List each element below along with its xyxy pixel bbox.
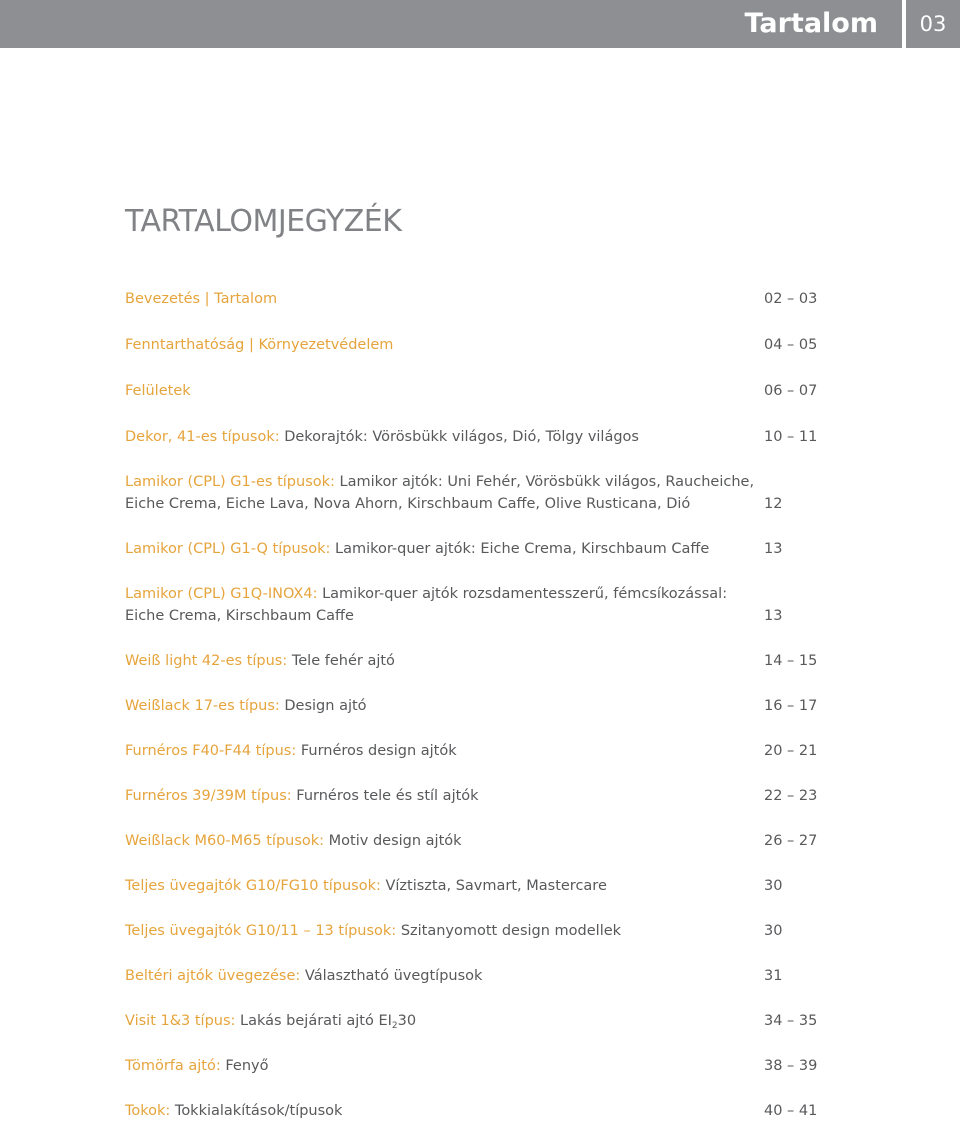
toc-entry <box>125 740 825 762</box>
section-title: Tartalom <box>744 8 878 39</box>
toc-entry-description-continued: Eiche Crema, Eiche Lava, Nova Ahorn, Kirschbaum Caffe, Olive Rusticana, Dió <box>125 496 691 512</box>
toc-entry-pages: 16 – 17 <box>764 698 818 714</box>
toc-entry <box>125 650 825 672</box>
toc-entry-pages: 30 <box>764 878 783 894</box>
toc-entry <box>125 1055 825 1077</box>
toc-entry-description: Szitanyomott design modellek <box>400 923 622 939</box>
toc-entry-title: Teljes üvegajtók G10/11 – 13 típusok: <box>125 923 397 939</box>
toc-entry-description: Lamikor-quer ajtók rozsdamentesszerű, fémcsíkozással: <box>322 586 728 602</box>
toc-entry <box>125 334 825 356</box>
toc-entry-description: Választható üvegtípusok <box>304 968 483 984</box>
toc-entry-title: Felületek <box>125 383 191 399</box>
toc-entry-description: Design ajtó <box>284 698 367 714</box>
toc-entry-pages: 13 <box>764 541 783 557</box>
toc-entry-pages: 34 – 35 <box>764 1013 818 1029</box>
toc-entry-title: Visit 1&3 típus: <box>125 1013 236 1029</box>
toc-entry-pages: 30 <box>764 923 783 939</box>
toc-entry-pages: 02 – 03 <box>764 291 818 307</box>
toc-entry-title: Tömörfa ajtó: <box>125 1058 221 1074</box>
toc-entry <box>125 583 825 627</box>
toc-entry-title: Weißlack M60-M65 típusok: <box>125 833 325 849</box>
toc-entry <box>125 920 825 942</box>
toc-entry-title: Furnéros 39/39M típus: <box>125 788 292 804</box>
subscript: 2 <box>391 1021 398 1031</box>
toc-entry-pages: 14 – 15 <box>764 653 818 669</box>
toc-entry-description: Furnéros tele és stíl ajtók <box>296 788 479 804</box>
toc-entry <box>125 288 825 310</box>
toc-heading: TARTALOMJEGYZÉK <box>125 204 402 239</box>
toc-entry-pages: 26 – 27 <box>764 833 818 849</box>
toc-entry-title: Furnéros F40-F44 típus: <box>125 743 297 759</box>
toc-entry-description: Motiv design ajtók <box>328 833 462 849</box>
toc-entry-title: Fenntarthatóság | Környezetvédelem <box>125 337 394 353</box>
toc-entry <box>125 538 825 560</box>
toc-entry <box>125 695 825 717</box>
toc-entry <box>125 965 825 987</box>
toc-entry-pages: 31 <box>764 968 783 984</box>
toc-entry-description: Tokkialakítások/típusok <box>174 1103 343 1119</box>
toc-entry-description: Lamikor ajtók: Uni Fehér, Vörösbükk világos, Raucheiche, <box>339 474 755 490</box>
toc-entry-pages: 38 – 39 <box>764 1058 818 1074</box>
toc-entry-pages: 04 – 05 <box>764 337 818 353</box>
toc-entry-description: Dekorajtók: Vörösbükk világos, Dió, Tölgy világos <box>284 429 639 445</box>
toc-entry <box>125 1100 825 1122</box>
toc-entry-pages: 12 <box>764 496 783 512</box>
toc-entry-title: Beltéri ajtók üvegezése: <box>125 968 301 984</box>
toc-entry-description: Tele fehér ajtó <box>291 653 395 669</box>
toc-entry-pages: 20 – 21 <box>764 743 818 759</box>
toc-entry-description: Lamikor-quer ajtók: Eiche Crema, Kirschbaum Caffe <box>334 541 710 557</box>
toc-entry-title: Lamikor (CPL) G1Q-INOX4: <box>125 586 318 602</box>
toc-entry <box>125 785 825 807</box>
toc-entry-title: Lamikor (CPL) G1-es típusok: <box>125 474 335 490</box>
toc-list <box>125 288 825 1122</box>
toc-entry-title: Weiß light 42-es típus: <box>125 653 288 669</box>
toc-entry-description-continued: Eiche Crema, Kirschbaum Caffe <box>125 608 354 624</box>
toc-entry-pages: 40 – 41 <box>764 1103 818 1119</box>
toc-entry-title: Weißlack 17-es típus: <box>125 698 280 714</box>
toc-entry-pages: 13 <box>764 608 783 624</box>
page-number: 03 <box>919 12 947 36</box>
toc-entry-title: Teljes üvegajtók G10/FG10 típusok: <box>125 878 381 894</box>
toc-entry-title: Lamikor (CPL) G1-Q típusok: <box>125 541 331 557</box>
toc-entry <box>125 426 825 448</box>
toc-entry-title: Bevezetés | Tartalom <box>125 291 278 307</box>
header-bar <box>0 0 960 48</box>
toc-entry <box>125 830 825 852</box>
toc-entry-description: Furnéros design ajtók <box>300 743 457 759</box>
toc-entry-pages: 06 – 07 <box>764 383 818 399</box>
toc-entry-description: Víztiszta, Savmart, Mastercare <box>385 878 607 894</box>
toc-entry-description: Lakás bejárati ajtó $EI_230$ <box>240 1013 417 1031</box>
toc-entry <box>125 471 825 515</box>
toc-entry-title: Tokok: <box>125 1103 171 1119</box>
toc-entry-pages: 10 – 11 <box>764 429 818 445</box>
toc-entry <box>125 380 825 402</box>
toc-entry-description: Fenyő <box>225 1058 269 1074</box>
toc-entry <box>125 1010 825 1032</box>
toc-entry-title: Dekor, 41-es típusok: <box>125 429 280 445</box>
toc-entry <box>125 875 825 897</box>
toc-entry-pages: 22 – 23 <box>764 788 818 804</box>
